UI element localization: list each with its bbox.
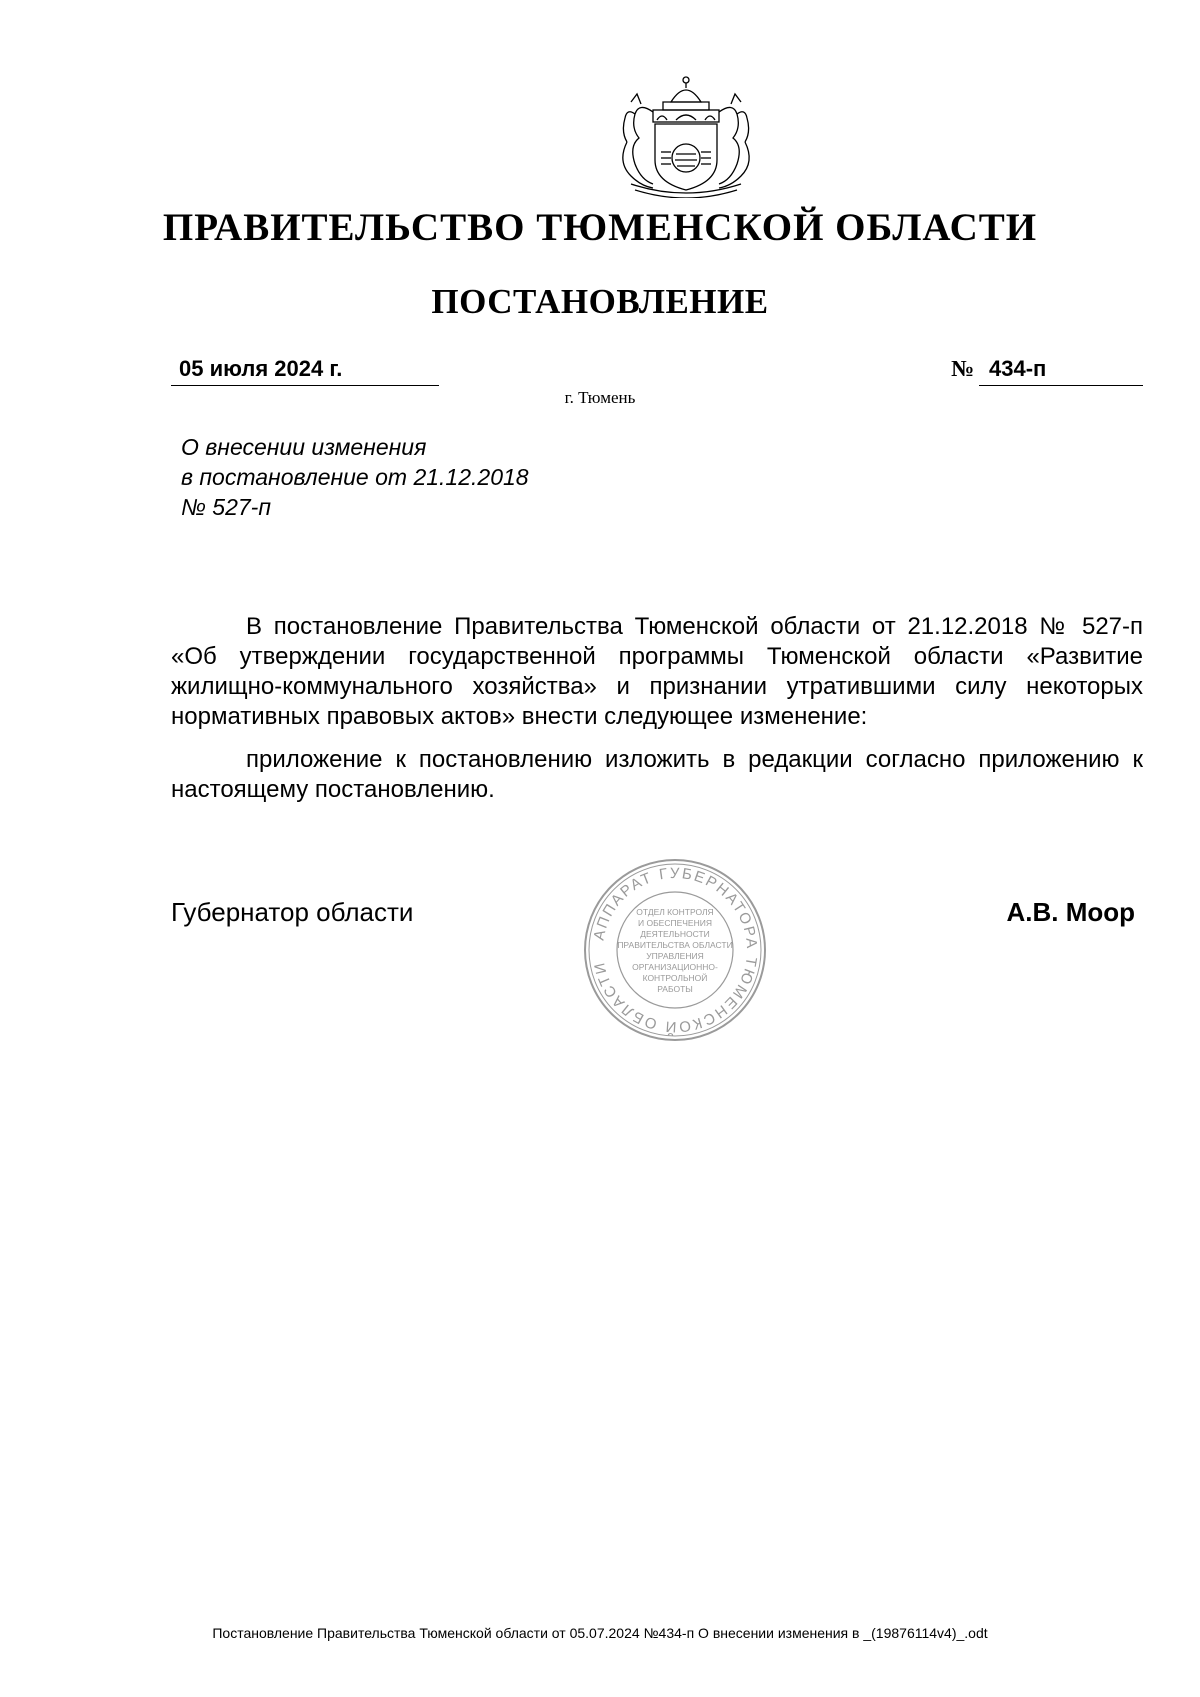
svg-text:ОТДЕЛ КОНТРОЛЯ: ОТДЕЛ КОНТРОЛЯ: [636, 907, 714, 917]
svg-text:И ОБЕСПЕЧЕНИЯ: И ОБЕСПЕЧЕНИЯ: [638, 918, 712, 928]
svg-text:ДЕЯТЕЛЬНОСТИ: ДЕЯТЕЛЬНОСТИ: [640, 929, 710, 939]
body-paragraph-1: [171, 612, 1143, 732]
footer-filename: Постановление Правительства Тюменской области от 05.07.2024 №434-п О внесении изменения в _(19876114v4)_.odt: [212, 1625, 988, 1641]
subject-line: в постановление от 21.12.2018: [181, 464, 529, 490]
svg-text:РАБОТЫ: РАБОТЫ: [657, 984, 693, 994]
document-number: 434-п: [979, 356, 1143, 386]
paragraph-text: В постановление Правительства Тюменской области от 21.12.2018 № 527-п «Об утверждении государственной программы Тюменской области «Развитие жилищно-коммунального хозяйства» и признании утратившими силу некоторых нормативных правовых актов» внести следующее изменение:: [171, 613, 1143, 730]
body-paragraph-2: [171, 745, 1143, 805]
tyumen-coat-of-arms-icon: [591, 72, 781, 198]
document-type: ПОСТАНОВЛЕНИЕ: [431, 282, 769, 321]
signer-name: А.В. Моор: [1006, 897, 1135, 927]
official-stamp-icon: [580, 855, 770, 1045]
svg-text:АППАРАТ ГУБЕРНАТОРА ТЮМЕНСКОЙ: АППАРАТ ГУБЕРНАТОРА ТЮМЕНСКОЙ ОБЛАСТИ: [590, 864, 761, 1036]
svg-text:КОНТРОЛЬНОЙ: КОНТРОЛЬНОЙ: [642, 973, 708, 983]
subject-line: О внесении изменения: [181, 434, 427, 460]
svg-text:УПРАВЛЕНИЯ: УПРАВЛЕНИЯ: [646, 951, 704, 961]
city: г. Тюмень: [564, 388, 636, 407]
svg-text:ОРГАНИЗАЦИОННО-: ОРГАНИЗАЦИОННО-: [632, 962, 718, 972]
document-date: 05 июля 2024 г.: [171, 356, 439, 386]
number-sign: №: [951, 356, 975, 381]
signer-position: Губернатор области: [171, 897, 414, 927]
document-subject: [181, 432, 529, 522]
paragraph-text: приложение к постановлению изложить в редакции согласно приложению к настоящему постановлению.: [171, 746, 1143, 803]
svg-text:ПРАВИТЕЛЬСТВА ОБЛАСТИ: ПРАВИТЕЛЬСТВА ОБЛАСТИ: [617, 940, 733, 950]
subject-line: № 527-п: [181, 494, 271, 520]
government-title: ПРАВИТЕЛЬСТВО ТЮМЕНСКОЙ ОБЛАСТИ: [162, 206, 1038, 249]
